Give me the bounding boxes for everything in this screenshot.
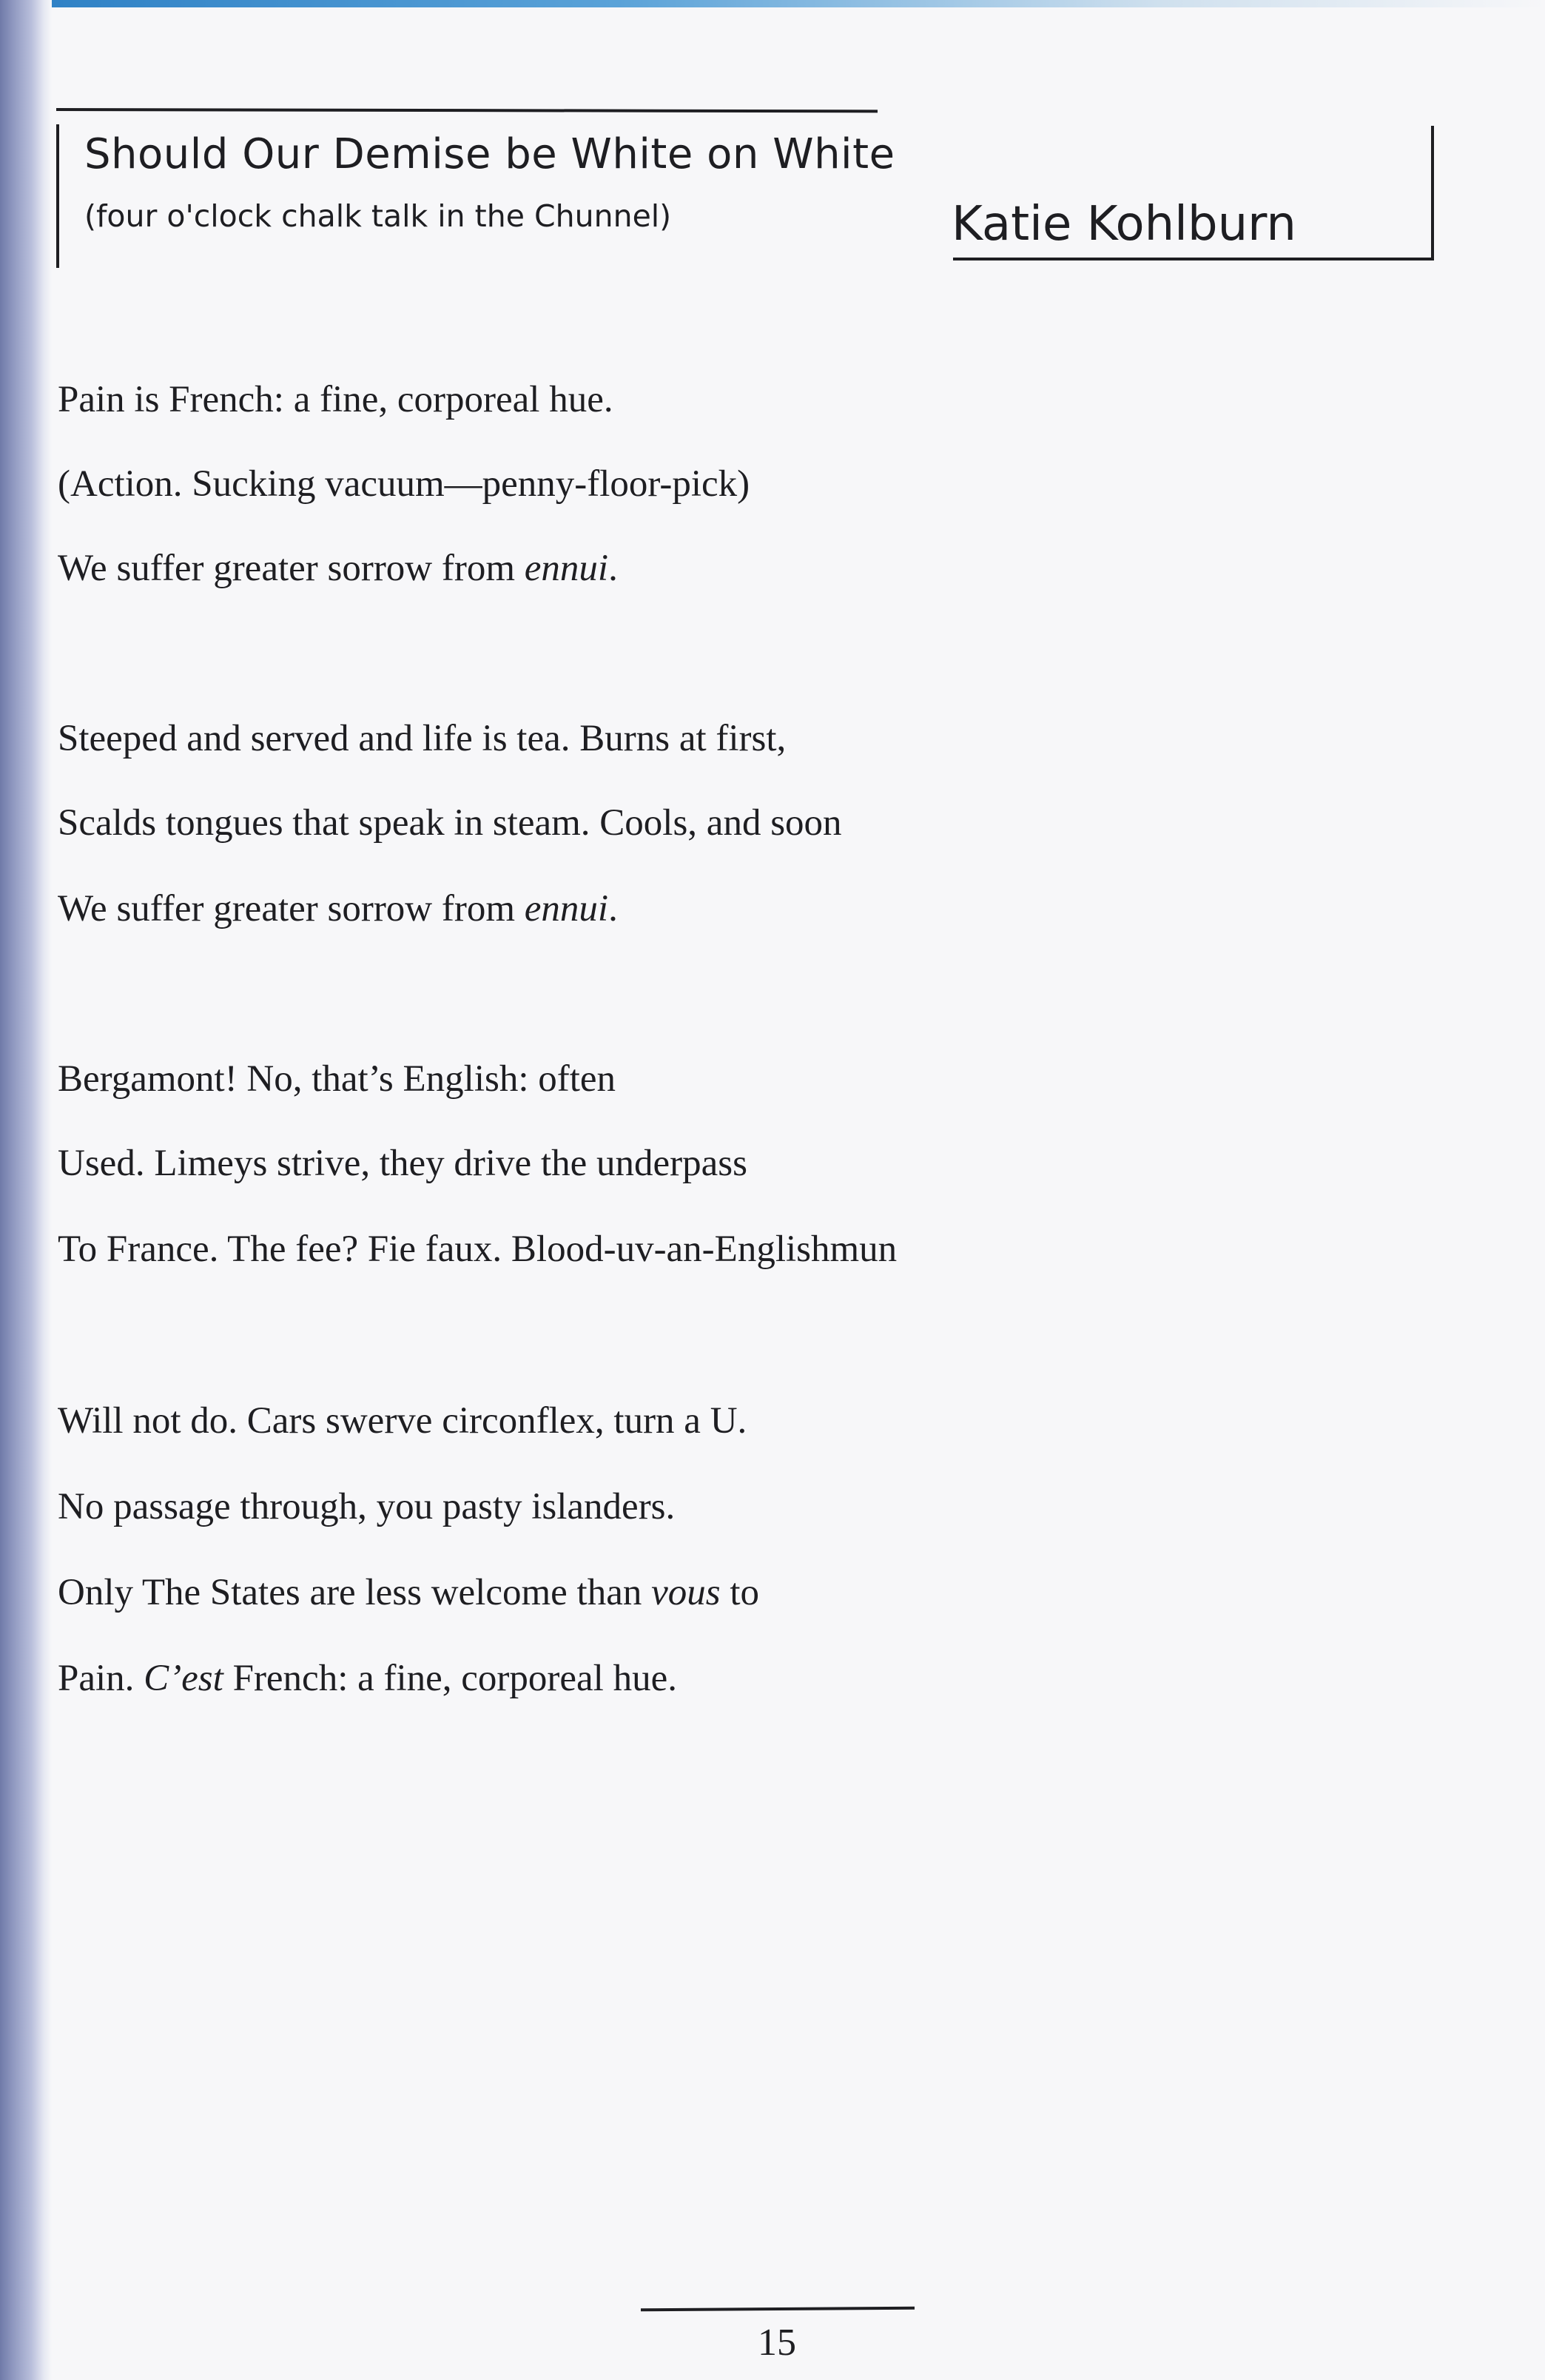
page-number: 15 bbox=[758, 2322, 796, 2364]
italic-word: ennui bbox=[524, 548, 609, 589]
line-text: French: a fine, corporeal hue. bbox=[223, 1658, 677, 1699]
book-spine-shadow bbox=[0, 0, 52, 2380]
title-box-top-rule bbox=[56, 108, 878, 112]
italic-word: ennui bbox=[524, 888, 609, 930]
title-box-right-rule bbox=[1431, 126, 1434, 259]
title-box-bottom-rule bbox=[953, 258, 1434, 260]
poem-line: (Action. Sucking vacuum—penny-floor-pick) bbox=[58, 463, 750, 505]
line-text: Only The States are less welcome than bbox=[58, 1572, 652, 1613]
poem-line bbox=[58, 887, 618, 931]
italic-word: C’est bbox=[144, 1658, 223, 1699]
line-text: to bbox=[720, 1572, 759, 1613]
page-top-edge bbox=[0, 0, 1545, 7]
poem-line: Will not do. Cars swerve circonflex, turn a U. bbox=[58, 1400, 747, 1442]
poem-line: Pain is French: a fine, corporeal hue. bbox=[58, 379, 613, 420]
poem-line: No passage through, you pasty islanders. bbox=[58, 1486, 676, 1527]
line-text: We suffer greater sorrow from bbox=[58, 548, 525, 589]
poem-line bbox=[58, 1656, 677, 1701]
italic-word: vous bbox=[651, 1572, 721, 1613]
footer-rule bbox=[641, 2307, 915, 2312]
poem-subtitle: (four o'clock chalk talk in the Chunnel) bbox=[84, 198, 672, 234]
poem-line bbox=[58, 546, 618, 591]
line-text: . bbox=[608, 548, 618, 589]
line-text: Pain. bbox=[58, 1658, 144, 1699]
title-box-left-rule bbox=[56, 124, 59, 268]
poem-line: To France. The fee? Fie faux. Blood-uv-an-Englishmun bbox=[58, 1228, 898, 1270]
poem-line bbox=[58, 1570, 759, 1615]
poem-line: Scalds tongues that speak in steam. Cools, and soon bbox=[58, 802, 842, 844]
line-text: . bbox=[608, 888, 618, 930]
poem-title: Should Our Demise be White on White bbox=[84, 130, 895, 178]
poem-line: Used. Limeys strive, they drive the underpass bbox=[58, 1143, 747, 1184]
title-box bbox=[56, 108, 1434, 271]
poem-line: Steeped and served and life is tea. Burns at first, bbox=[58, 718, 787, 759]
poem-author: Katie Kohlburn bbox=[952, 197, 1296, 252]
line-text: We suffer greater sorrow from bbox=[58, 888, 525, 930]
poem-line: Bergamont! No, that’s English: often bbox=[58, 1058, 616, 1100]
